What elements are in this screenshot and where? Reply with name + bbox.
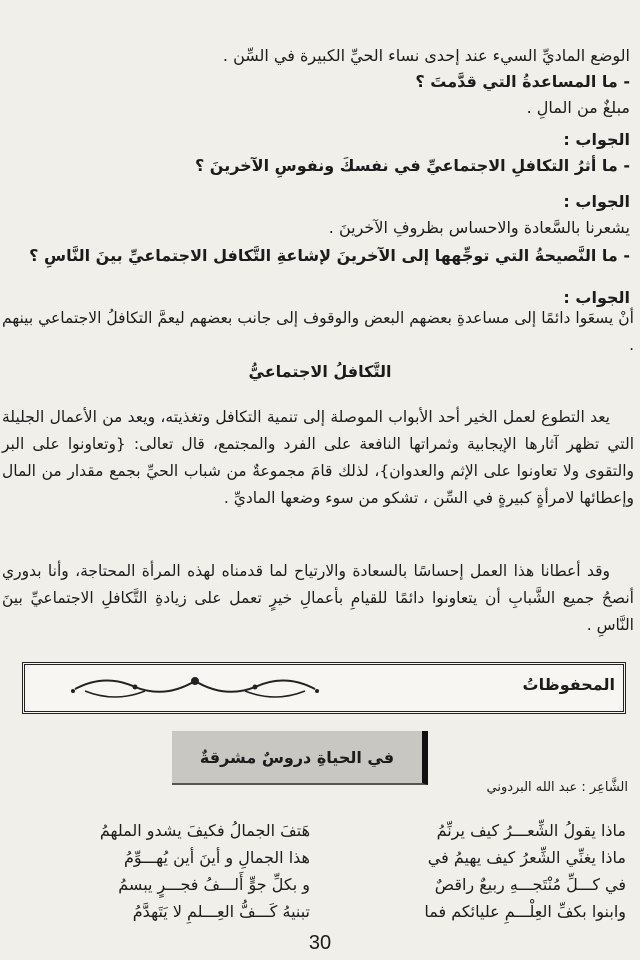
qa-heading-line: الجواب :: [563, 192, 630, 211]
qa-text-line: مبلغٌ من المالِ .: [526, 98, 630, 117]
ornament-divider-icon: [65, 669, 325, 703]
memorization-section-header: [22, 662, 626, 714]
qa-text-line: يشعرنا بالسَّعادة والاحساس بظروفِ الآخرينَ .: [328, 218, 630, 237]
verse-second-hemistich: و بكلِّ جوٍّ أَلـــفُ فجـــرٍ يبسمُ: [118, 875, 310, 894]
verse-second-hemistich: هَتفَ الجمالُ فكيفَ يشدو الملهمُ: [99, 821, 310, 840]
qa-heading-line: - ما المساعدةُ التي قدَّمتَ ؟: [415, 72, 630, 91]
section-label: المحفوظاتُ: [522, 675, 615, 694]
poet-name: الشَّاعِر : عبد الله البردوني: [486, 780, 628, 795]
qa-heading-line: الجواب :: [563, 288, 630, 307]
essay-paragraph-1: يعد التطوع لعمل الخير أحد الأبواب الموصلة إلى تنمية التكافل وتغذيته، ويعد من الأعمال الجليلة التي تظهر آثارها الإيجابية وثمراتها النافعة على الفرد والمجتمع، قال تعالى: {وتعاونوا على البر والتقوى ولا تعاونوا على الإثم والعدوان}، لذلك قامَ مجموعةٌ من شباب الحيِّ بجمع مقدار من المال وإعطائها لامرأةٍ كبيرةٍ في السِّن ، تشكو من سوء وضعها الماديِّ .: [2, 408, 634, 507]
qa-text-line: الوضع الماديِّ السيء عند إحدى نساء الحيِّ الكبيرة في السِّن .: [222, 46, 630, 65]
answer-paragraph: أنْ يسعَوا دائمًا إلى مساعدةِ بعضهم البعض والوقوف إلى جانب بعضهم ليعمَّ التكافلُ الاجتماعي بينهم .: [2, 309, 634, 354]
essay-paragraph-2: وقد أعطانا هذا العمل إحساسًا بالسعادة والارتياح لما قدمناه لهذه المرأة المحتاجة، وأنا بدوري أنصحُ جميع الشَّبابِ أن يتعاونوا دائمًا للقيامِ بأعمالِ خيرٍ تعمل على زيادةِ التَّكافلِ الاجتماعيِّ بينَ النَّاسِ .: [2, 562, 634, 634]
verse-first-hemistich: ماذا يقولُ الشِّعـــرُ كيف يرنِّمُ: [436, 821, 626, 840]
poem-title: في الحياةِ دروسٌ مشرقةٌ: [172, 731, 428, 785]
verse-second-hemistich: هذا الجمالِ و أينَ أين يُهـــوِّمُ: [123, 848, 310, 867]
essay-title: التَّكافلُ الاجتماعيُّ: [248, 362, 392, 381]
verse-first-hemistich: وابنوا بكفِّ العِلْـــمِ عليائكم فما: [424, 902, 626, 921]
qa-heading-line: - ما النَّصيحةُ التي توجِّهها إلى الآخرينَ لإشاعةِ التَّكافل الاجتماعيِّ بينَ النَّاسِ ؟: [29, 246, 630, 265]
page-number: 30: [308, 932, 332, 954]
verse-second-hemistich: تبنيهُ كَـــفُّ العِـــلمِ لا يَتَهدَّمُ: [132, 902, 310, 921]
qa-heading-line: الجواب :: [563, 130, 630, 149]
verse-first-hemistich: ماذا يغنِّي الشِّعرُ كيف يهيمُ في: [427, 848, 626, 867]
qa-heading-line: - ما أثرُ التكافلِ الاجتماعيِّ في نفسكَ ونفوسِ الآخرينَ ؟: [194, 156, 630, 175]
verse-first-hemistich: في كـــلِّ مُنْتَجـــهِ ربيعٌ راقصٌ: [434, 875, 626, 894]
